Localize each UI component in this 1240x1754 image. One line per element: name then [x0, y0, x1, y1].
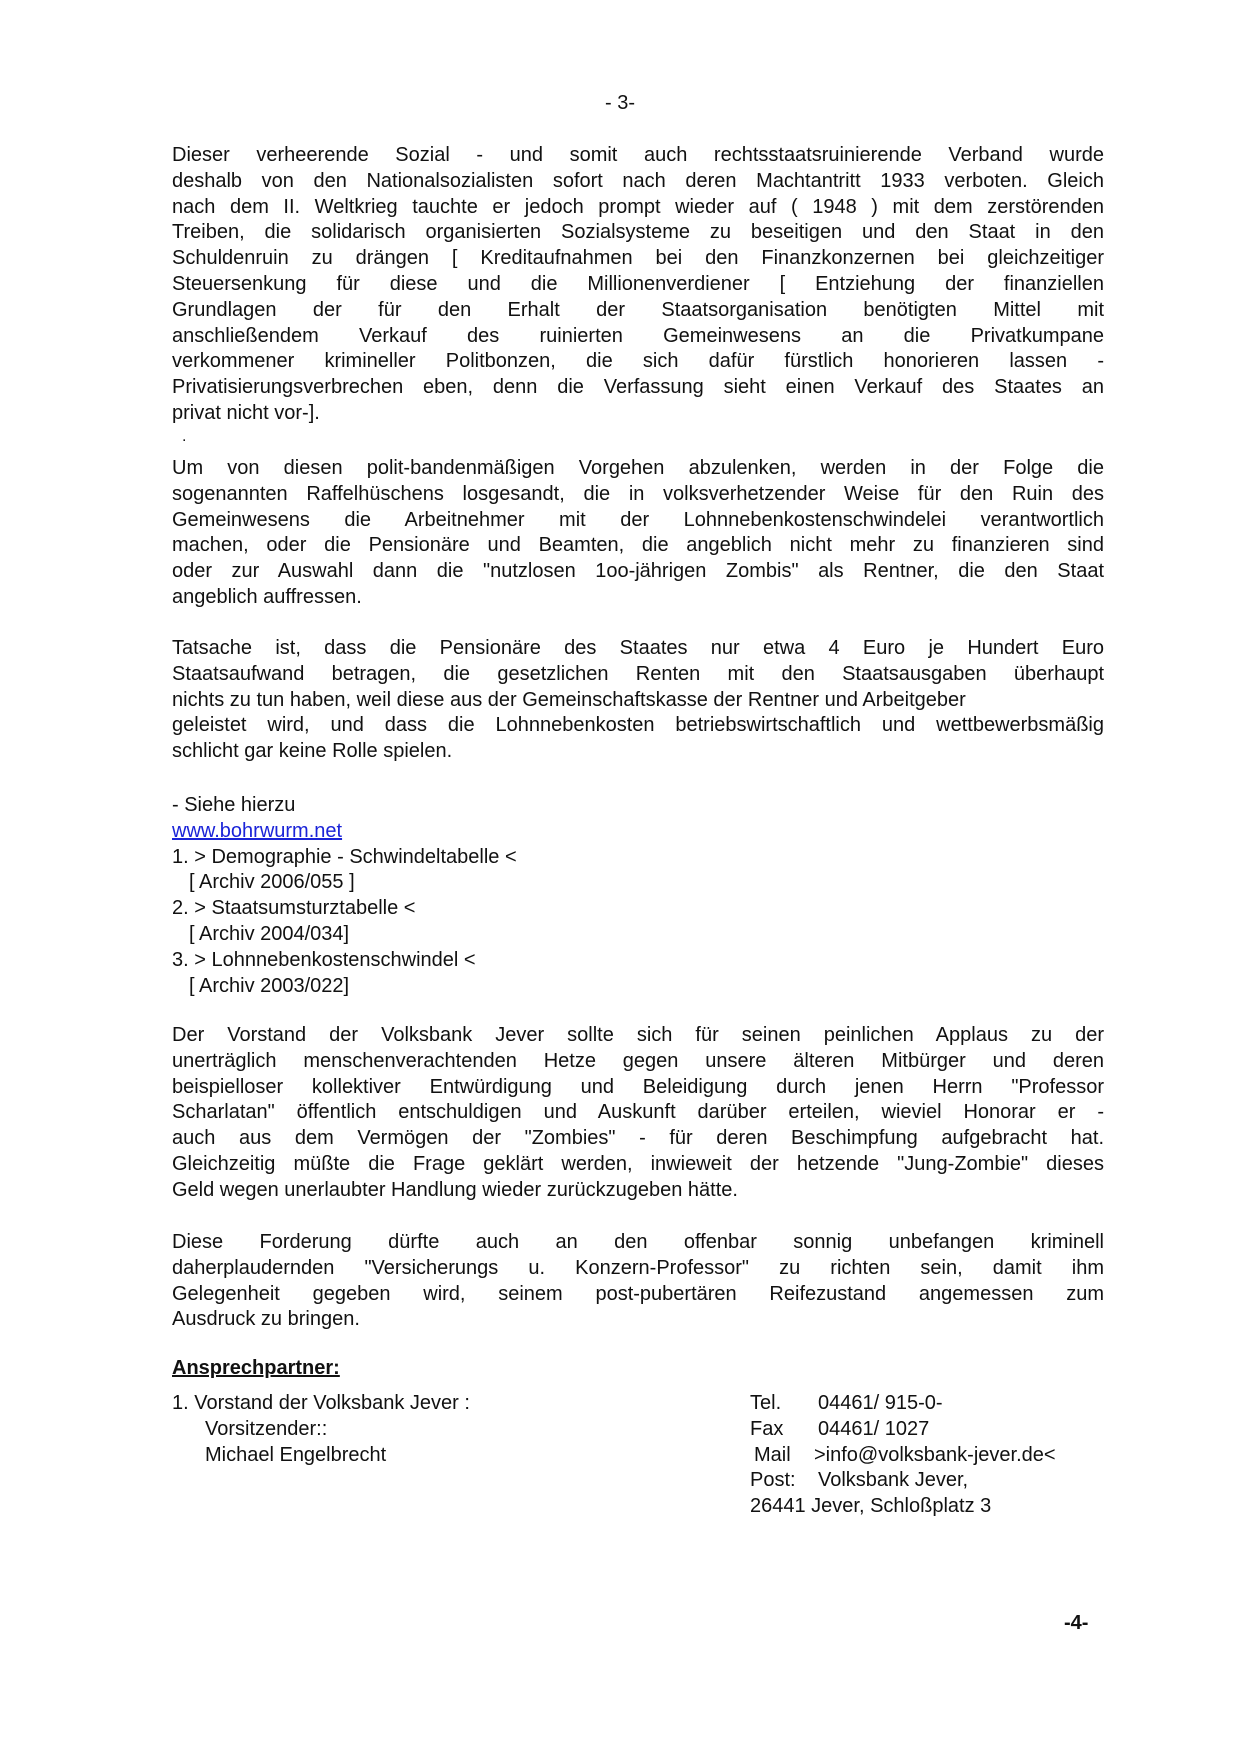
- text-line: Treiben, die solidarisch organisierten Sozialsysteme zu beseitigen und den Staat in den: [172, 221, 1104, 244]
- reference-item-title: 3. > Lohnnebenkostenschwindel <: [172, 948, 476, 971]
- text-line: Ausdruck zu bringen.: [172, 1308, 360, 1331]
- text-line: verkommener krimineller Politbonzen, die sich dafür fürstlich honorieren lassen -: [172, 350, 1104, 373]
- text-line: Privatisierungsverbrechen eben, denn die Verfassung sieht einen Verkauf des Staates an: [172, 376, 1104, 399]
- paragraph-1: [172, 143, 1104, 427]
- text-line: schlicht gar keine Rolle spielen.: [172, 740, 453, 763]
- contacts-heading: Ansprechpartner:: [172, 1357, 340, 1379]
- text-line: sogenannten Raffelhüschens losgesandt, die in volksverhetzender Weise für den Ruin des: [172, 482, 1104, 505]
- text-line: machen, oder die Pensionäre und Beamten, die angeblich nicht mehr zu finanzieren sind: [172, 534, 1104, 557]
- contact-fax-row: [750, 1417, 1056, 1443]
- contact-address: 26441 Jever, Schloßplatz 3: [750, 1495, 992, 1518]
- text-line: nichts zu tun haben, weil diese aus der Gemeinschaftskasse der Rentner und Arbeitgeber: [172, 688, 966, 711]
- text-line: Schuldenruin zu drängen [ Kreditaufnahmen bei den Finanzkonzernen bei gleichzeitiger: [172, 247, 1104, 270]
- reference-item-archive: [ Archiv 2006/055 ]: [189, 871, 355, 894]
- mail-label: Mail: [754, 1443, 791, 1466]
- contact-tel-row: [750, 1391, 1056, 1417]
- contact-mail-row: [750, 1443, 1056, 1469]
- contact-details: [750, 1391, 1056, 1520]
- contact-name: Michael Engelbrecht: [205, 1443, 387, 1466]
- text-line: deshalb von den Nationalsozialisten sofort nach deren Machtantritt 1933 verboten. Gleich: [172, 169, 1104, 192]
- text-line: Geld wegen unerlaubter Handlung wieder zurückzugeben hätte.: [172, 1178, 738, 1201]
- text-line: geleistet wird, und dass die Lohnnebenkosten betriebswirtschaftlich und wettbewerbsmäßig: [172, 714, 1104, 737]
- contact-person: [172, 1391, 470, 1468]
- text-line: Scharlatan" öffentlich entschuldigen und Auskunft darüber erteilen, wieviel Honorar er -: [172, 1101, 1104, 1124]
- page-number-bottom: -4-: [1064, 1612, 1089, 1634]
- paragraph-5: [172, 1230, 1104, 1333]
- text-line: Um von diesen polit-bandenmäßigen Vorgehen abzulenken, werden in der Folge die: [172, 457, 1104, 479]
- contact-organization: 1. Vorstand der Volksbank Jever :: [172, 1392, 470, 1414]
- text-line: privat nicht vor-].: [172, 401, 320, 424]
- reference-item-title: 1. > Demographie - Schwindeltabelle <: [172, 845, 517, 868]
- text-line: daherplaudernden "Versicherungs u. Konzern-Professor" zu richten sein, damit ihm: [172, 1256, 1104, 1279]
- contact-role: Vorsitzender::: [205, 1417, 328, 1440]
- contact-post-row: [750, 1468, 1056, 1494]
- post-value: Volksbank Jever,: [818, 1469, 969, 1492]
- paragraph-3: [172, 636, 1104, 765]
- text-line: Staatsaufwand betragen, die gesetzlichen Renten mit den Staatsausgaben überhaupt: [172, 662, 1104, 685]
- text-line: Diese Forderung dürfte auch an den offenbar sonnig unbefangen kriminell: [172, 1231, 1104, 1253]
- text-line: Der Vorstand der Volksbank Jever sollte sich für seinen peinlichen Applaus zu der: [172, 1024, 1104, 1046]
- paragraph-2: [172, 456, 1104, 611]
- bohrwurm-link[interactable]: www.bohrwurm.net: [172, 819, 343, 842]
- text-line: anschließendem Verkauf des ruinierten Gemeinwesens an die Privatkumpane: [172, 324, 1104, 347]
- references-intro: - Siehe hierzu: [172, 794, 296, 816]
- post-label: Post:: [750, 1469, 796, 1492]
- text-line: nach dem II. Weltkrieg tauchte er jedoch prompt wieder auf ( 1948 ) mit dem zerstörenden: [172, 195, 1104, 218]
- fax-value: 04461/ 1027: [818, 1417, 930, 1440]
- tel-label: Tel.: [750, 1392, 782, 1414]
- text-line: Steuersenkung für diese und die Millionenverdiener [ Entziehung der finanziellen: [172, 272, 1104, 295]
- text-line: auch aus dem Vermögen der "Zombies" - für deren Beschimpfung aufgebracht hat.: [172, 1127, 1104, 1150]
- text-line: Gelegenheit gegeben wird, seinem post-pubertären Reifezustand angemessen zum: [172, 1282, 1104, 1305]
- paragraph-4: [172, 1023, 1104, 1204]
- text-line: beispielloser kollektiver Entwürdigung und Beleidigung durch jenen Herrn "Professor: [172, 1075, 1104, 1098]
- text-line: Gemeinwesens die Arbeitnehmer mit der Lohnnebenkostenschwindelei verantwortlich: [172, 508, 1104, 531]
- text-line: Tatsache ist, dass die Pensionäre des Staates nur etwa 4 Euro je Hundert Euro: [172, 637, 1104, 659]
- text-line: oder zur Auswahl dann die "nutzlosen 1oo-jährigen Zombis" als Rentner, die den Staat: [172, 560, 1104, 583]
- fax-label: Fax: [750, 1417, 784, 1440]
- mail-value: >info@volksbank-jever.de<: [814, 1443, 1056, 1466]
- text-line: Gleichzeitig müßte die Frage geklärt werden, inwieweit der hetzende "Jung-Zombie" dieses: [172, 1152, 1104, 1175]
- separator-dot: .: [182, 428, 187, 445]
- text-line: angeblich auffressen.: [172, 585, 362, 608]
- references: [172, 793, 1104, 999]
- page-number-top: - 3-: [605, 92, 635, 114]
- text-line: Grundlagen der für den Erhalt der Staatsorganisation benötigten Mittel mit: [172, 298, 1104, 321]
- reference-item-archive: [ Archiv 2004/034]: [189, 922, 350, 945]
- text-line: Dieser verheerende Sozial - und somit auch rechtsstaatsruinierende Verband wurde: [172, 144, 1104, 166]
- reference-item-archive: [ Archiv 2003/022]: [189, 974, 350, 997]
- reference-item-title: 2. > Staatsumsturztabelle <: [172, 897, 416, 920]
- tel-value: 04461/ 915-0-: [818, 1392, 943, 1414]
- text-line: unerträglich menschenverachtenden Hetze gegen unsere älteren Mitbürger und deren: [172, 1049, 1104, 1072]
